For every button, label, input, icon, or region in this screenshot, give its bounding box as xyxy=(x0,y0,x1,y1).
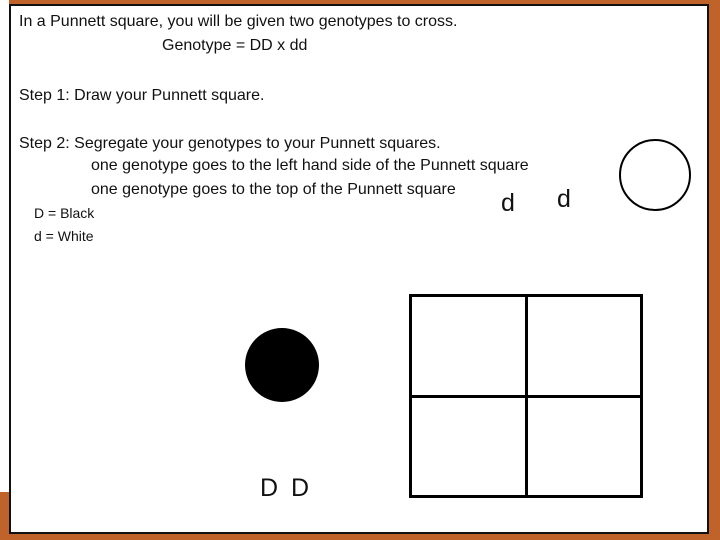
step-1: Step 1: Draw your Punnett square. xyxy=(19,87,265,104)
step-2-sub-left: one genotype goes to the left hand side of the Punnett square xyxy=(91,157,529,174)
key-black: D = Black xyxy=(34,205,95,221)
step-2-sub-top: one genotype goes to the top of the Punnett square xyxy=(91,181,456,198)
top-allele-1: d xyxy=(501,189,515,217)
intro-line-1: In a Punnett square, you will be given two genotypes to cross. xyxy=(19,13,458,30)
step-2-title: Step 2: Segregate your genotypes to your Punnett squares. xyxy=(19,135,441,152)
left-edge-strip xyxy=(0,0,9,540)
top-allele-2: d xyxy=(557,185,571,213)
left-alleles: D D xyxy=(260,474,313,502)
black-allele-circle xyxy=(245,328,319,402)
key-white: d = White xyxy=(34,228,94,244)
punnett-square xyxy=(409,294,643,498)
genotype-line: Genotype = DD x dd xyxy=(162,37,308,54)
punnett-horizontal-divider xyxy=(412,395,640,398)
slide-panel xyxy=(9,4,709,534)
white-allele-circle xyxy=(619,139,691,211)
